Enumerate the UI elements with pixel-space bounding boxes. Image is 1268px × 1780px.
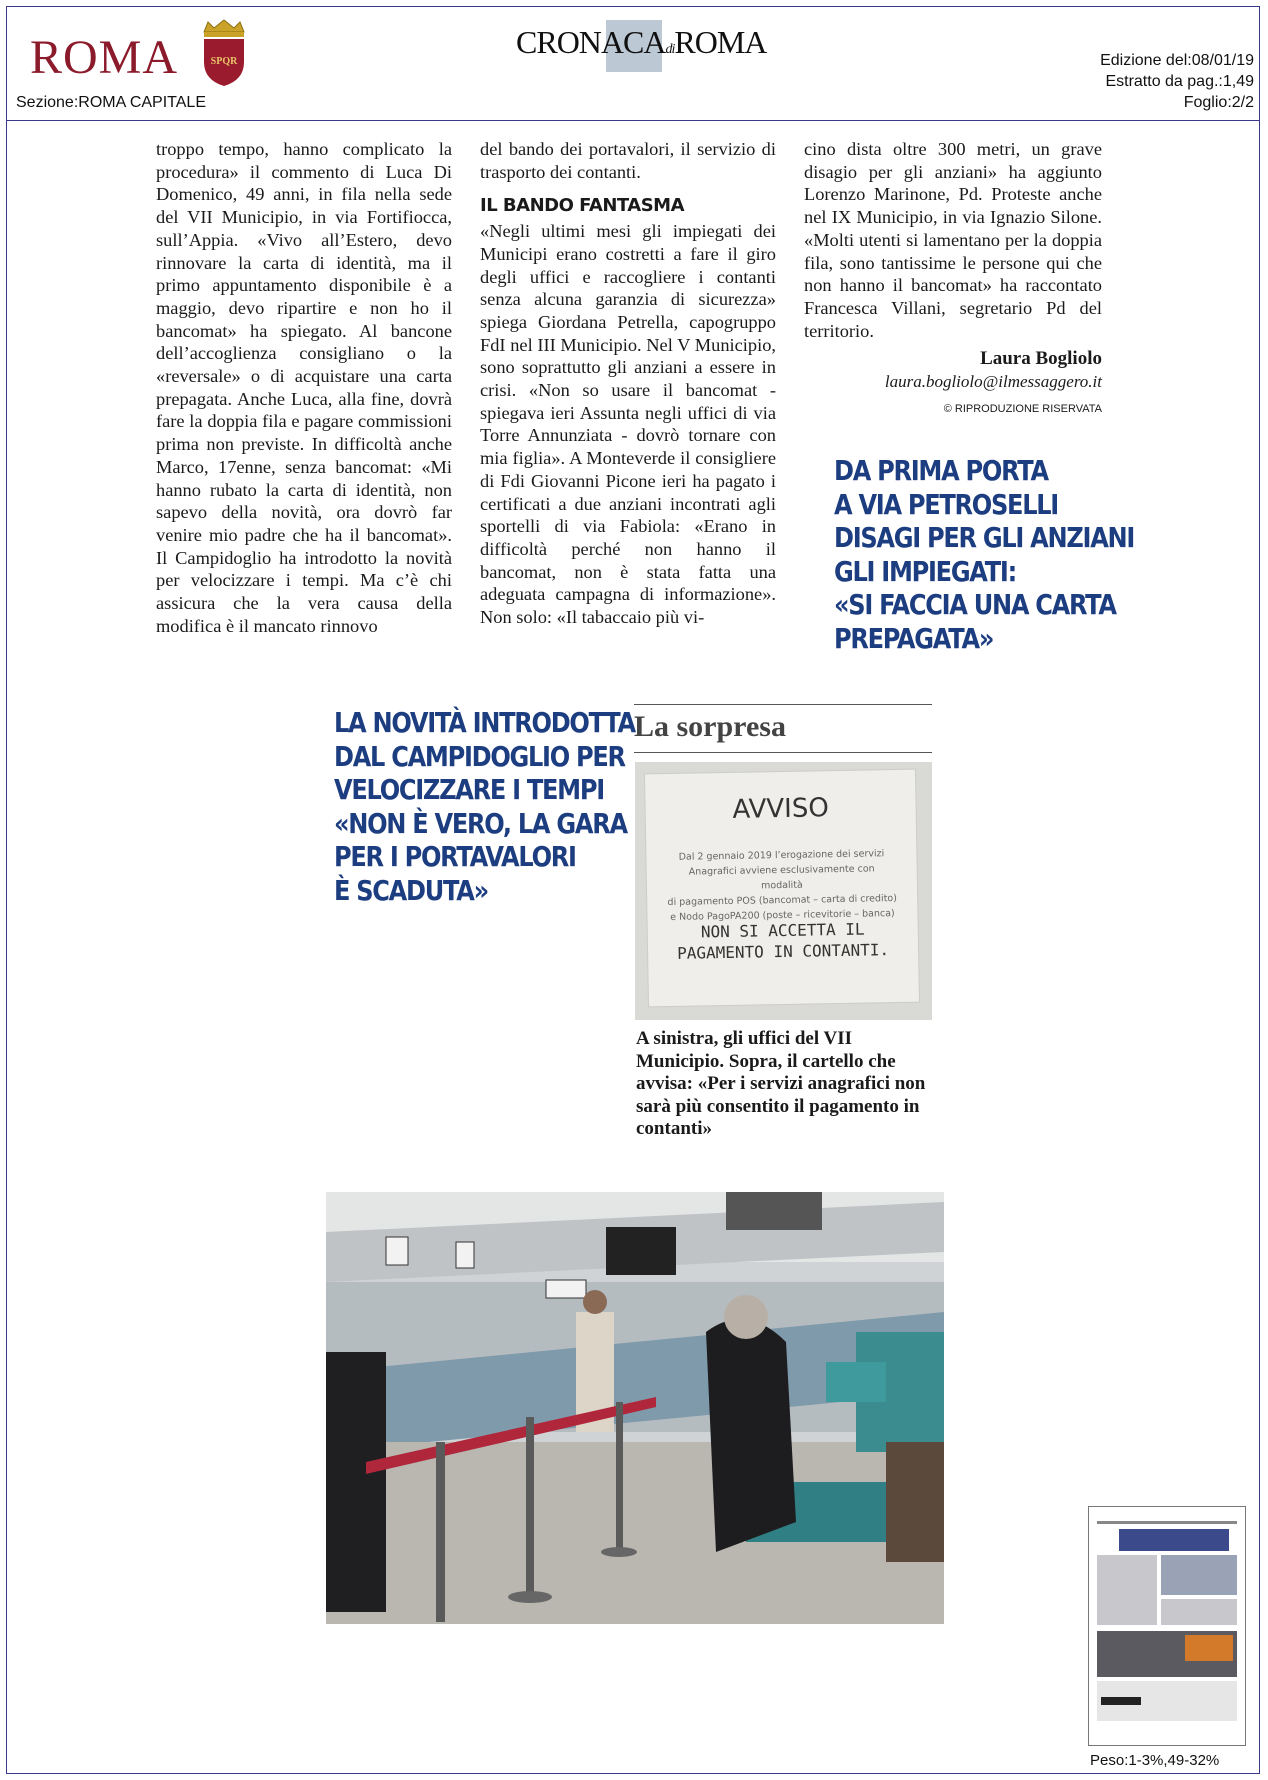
sign-body	[666, 846, 897, 925]
sign-line: e Nodo PagoPA200 (poste – ricevitorie – banca)	[670, 908, 895, 923]
pull-quote-line: DAL CAMPIDOGLIO PER	[334, 739, 625, 773]
sign-line: Anagrafici avviene esclusivamente con modalità	[688, 863, 875, 892]
pull-quote-line: PER I PORTAVALORI	[334, 840, 576, 873]
sidebar-rule-bottom	[634, 752, 932, 753]
pull-quote-line: VELOCIZZARE I TEMPI	[334, 773, 604, 806]
pull-quote-line: LA NOVITÀ INTRODOTTA	[334, 706, 635, 739]
photo-caption: A sinistra, gli uffici del VII Municipio. Sopra, il cartello che avvisa: «Per i servizi anagrafici non sarà più consentito il pagamento in contanti»	[636, 1028, 926, 1139]
author-email: laura.bogliolo@ilmessaggero.it	[884, 372, 1102, 392]
pull-quote-line: DISAGI PER GLI ANZIANI	[834, 521, 1135, 554]
column-2-text-b: «Negli ultimi mesi gli impiegati dei Municipi erano costretti a fare il giro degli uffici e raccogliere i contanti senza alcuna garanzia di sicurezza» spiega Giordana Petrella, capogruppo FdI nel III Municipio. Nel V Municipio, sono soprattutto gli anziani a essere in crisi. «Non so usare il bancomat - spiegava ieri Assunta negli uffici di via Torre Annunziata - dovrò tornare con mia figlia». A Monteverde il consigliere di Fdi Giovanni Picone ieri ha pagato i certificati a due anziani incontrati agli sportelli di via Fabiola: «Erano in difficoltà perché non hanno il bancomat, non è stata fatta una adeguata campagna di informazione». Non solo: «Il tabaccaio più vi-	[480, 221, 776, 628]
pull-quote-line: DA PRIMA PORTA	[834, 454, 1048, 487]
edition-date: Edizione del:08/01/19	[1100, 52, 1254, 69]
sidebar-title: La sorpresa	[634, 710, 786, 743]
masthead	[516, 24, 766, 61]
column-2-text-a: del bando dei portavalori, il servizio di trasporto dei contanti.	[480, 139, 776, 182]
pull-quote-campidoglio	[334, 706, 635, 907]
edition-meta	[1100, 50, 1254, 113]
pull-quote-line: A VIA PETROSELLI	[834, 487, 1058, 521]
author-name: Laura Bogliolo	[980, 348, 1102, 370]
sign-title: AVVISO	[732, 793, 830, 825]
section-label: Sezione:ROMA CAPITALE	[16, 94, 206, 111]
weight-footer: Peso:1-3%,49-32%	[1090, 1752, 1220, 1769]
page-thumbnail	[1088, 1506, 1246, 1746]
extract-page: Estratto da pag.:1,49	[1105, 73, 1254, 90]
subhead-bando-fantasma: IL BANDO FANTASMA	[480, 195, 685, 217]
column-1-text: troppo tempo, hanno complicato la procedura» il commento di Luca Di Domenico, 49 anni, in fila nella sede del VII Municipio, in via Fortifiocca, sull’Appia. «Vivo all’Estero, devo rinnovare la carta di identità, ma il primo appuntamento disponibile è a maggio, devo ripartire e non ho il bancomat» ha spiegato. Al bancone dell’accoglienza consigliano o la «reversale» o di acquistare una carta prepagata. Anche Luca, alla fine, dovrà fare la doppia fila e pagare commissioni prima non previste. In difficoltà anche Marco, 17enne, senza bancomat: «Mi hanno rubato la carta di identità, non sapevo della novità, ora dovrò far venire mio padre che ha il bancomat». Il Campidoglio ha introdotto la novità per velocizzare i tempi. Ma c’è chi assicura che la vera causa della modifica è il mancato rinnovo	[156, 139, 452, 636]
sign-line: Dal 2 gennaio 2019 l’erogazione dei servizi	[678, 848, 885, 863]
sign-bold-line: PAGAMENTO IN CONTANTI.	[676, 940, 890, 963]
masthead-cronaca: CRONACA	[516, 24, 666, 60]
sheet-number: Foglio:2/2	[1183, 94, 1254, 111]
sign-line: di pagamento POS (bancomat – carta di credito)	[667, 892, 897, 908]
column-3-text: cino dista oltre 300 metri, un grave disagio per gli anziani» ha aggiunto Lorenzo Marinone, Pd. Proteste anche nel IX Municipio, in via Ignazio Silone. «Molti utenti si lamentano per la doppia fila, sono tantissime le persone qui che non hanno il bancomat» ha raccontato Francesca Villani, segretario Pd del territorio.	[804, 139, 1102, 341]
copyright-notice: © RIPRODUZIONE RISERVATA	[943, 402, 1102, 415]
sign-bold-line: NON SI ACCETTA IL	[700, 919, 865, 942]
pull-quote-line: PREPAGATA»	[834, 621, 994, 655]
roma-crest-icon	[198, 18, 250, 88]
pull-quote-line: È SCADUTA»	[334, 873, 488, 907]
sign-warning	[668, 918, 899, 964]
article-column-2	[480, 138, 776, 629]
roma-logo-text: ROMA	[30, 31, 179, 84]
masthead-di: di	[665, 42, 675, 57]
sign-photo	[635, 762, 932, 1020]
pull-quote-line: GLI IMPIEGATI:	[834, 554, 1016, 588]
pull-quote-prima-porta	[834, 454, 1134, 655]
masthead-roma: ROMA	[674, 24, 767, 60]
office-interior-photo	[326, 1192, 944, 1624]
pull-quote-line: «NON È VERO, LA GARA	[334, 806, 627, 840]
header-divider	[6, 120, 1260, 121]
svg-text:SPQR: SPQR	[210, 56, 238, 67]
article-column-1	[156, 138, 452, 637]
avviso-sign	[645, 770, 919, 1007]
pull-quote-line: «SI FACCIA UNA CARTA	[834, 588, 1116, 621]
article-column-3	[804, 138, 1102, 420]
sidebar-rule-top	[634, 704, 932, 705]
